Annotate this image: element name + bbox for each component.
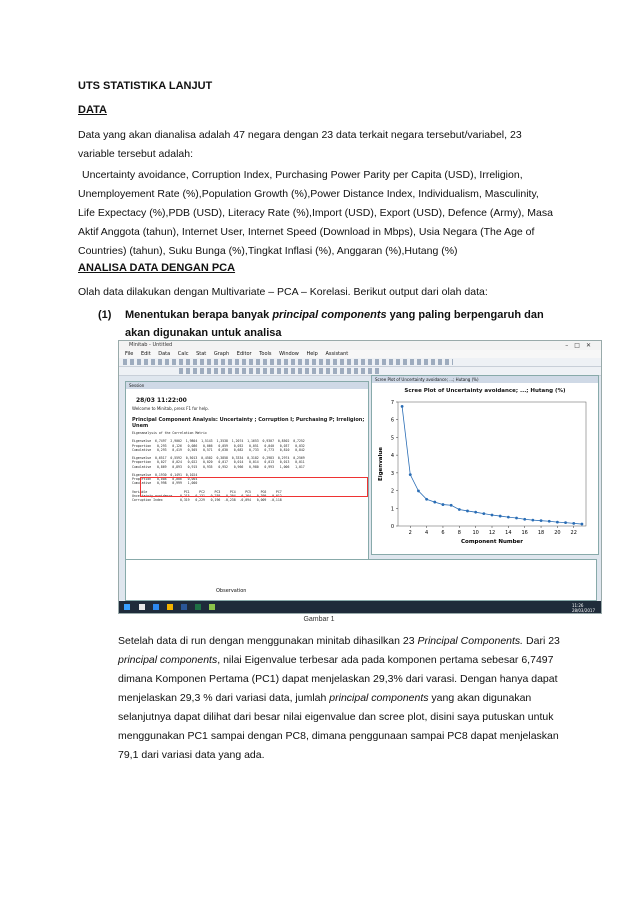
data-point <box>466 510 469 513</box>
x-tick-label: 16 <box>521 530 528 536</box>
clock-time: 11:26 <box>571 603 584 608</box>
worksheet-window <box>125 559 597 601</box>
folder-icon[interactable] <box>167 604 173 610</box>
x-tick-label: 4 <box>425 530 429 536</box>
x-tick-label: 20 <box>554 530 561 536</box>
x-tick-label: 8 <box>457 530 461 536</box>
data-point <box>433 501 436 504</box>
figure-caption: Gambar 1 <box>303 616 335 623</box>
data-paragraph: Data yang akan dianalisa adalah 47 negara dengan 23 data terkait negara tersebut/variabel, 23 variable tersebut adalah: <box>78 129 522 160</box>
minitab-menubar <box>119 350 601 358</box>
x-axis-label: Component Number <box>461 539 523 545</box>
chart-title: Scree Plot of Uncertainty avoidance; ...; Hutang (%) <box>404 388 566 394</box>
result-text-part: Setelah data di run dengan menggunakan minitab dihasilkan 23 <box>118 635 418 647</box>
excel-icon[interactable] <box>195 604 201 610</box>
y-tick-label: 7 <box>390 400 394 406</box>
data-point <box>564 521 567 524</box>
menu-window[interactable]: Window <box>279 351 299 357</box>
data-point <box>515 517 518 520</box>
window-controls[interactable]: –□✕ <box>565 342 597 349</box>
menu-stat[interactable]: Stat <box>196 351 207 357</box>
variables-list <box>78 166 560 261</box>
data-point <box>572 522 575 525</box>
data-point <box>425 498 428 501</box>
data-point <box>507 516 510 519</box>
result-text-italic: Principal Components. <box>417 635 524 647</box>
y-axis-label: Eigenvalue <box>378 446 384 482</box>
x-tick-label: 2 <box>408 530 412 536</box>
data-point <box>482 512 485 515</box>
y-tick-label: 6 <box>390 417 394 424</box>
data-point <box>499 515 502 518</box>
toolbar-icons[interactable] <box>179 368 379 374</box>
y-tick-label: 4 <box>390 453 394 460</box>
data-point <box>491 514 494 517</box>
menu-graph[interactable]: Graph <box>213 351 230 357</box>
data-point <box>409 473 412 476</box>
document-heading: UTS STATISTIKA LANJUT <box>78 80 213 92</box>
y-tick-label: 1 <box>390 506 394 513</box>
taskbar-clock <box>572 603 595 613</box>
result-text-part: , nilai Eigenvalue terbesar ada pada komponen pertama sebesar 6,7497 dimana Komponen Pertama (PC1) dapat menjelaskan 29,3% dari varasi. Dengan hanya dapat menjelaskan 29,3 % dari variasi data, jumlah <box>118 654 558 704</box>
menu-help[interactable]: Help <box>306 351 318 357</box>
menu-editor[interactable]: Editor <box>236 351 252 357</box>
minitab-titlebar <box>119 341 601 350</box>
session-titlebar: Session <box>126 382 368 389</box>
session-window <box>125 381 369 561</box>
data-point <box>450 504 453 507</box>
item-text-part: Menentukan berapa banyak <box>125 309 273 321</box>
x-tick-label: 6 <box>441 530 445 536</box>
variables-line: Countries) (tahun), Suku Bunga (%),Tingkat Inflasi (%), Anggaran (%),Hutang (%) <box>78 245 458 257</box>
graph-titlebar: Scree Plot of Uncertainty avoidance; ...; Hutang (%) <box>372 376 598 383</box>
x-tick-label: 22 <box>570 530 577 536</box>
result-text-part: Dari 23 <box>523 635 560 647</box>
section-pca-heading: ANALISA DATA DENGAN PCA <box>78 262 236 274</box>
data-point <box>474 511 477 514</box>
list-item-text <box>125 306 565 342</box>
x-tick-label: 12 <box>488 530 496 536</box>
item-text-part: yang paling berpengaruh dan akan digunakan untuk analisa <box>125 309 544 339</box>
toolbar-icons[interactable] <box>123 359 453 365</box>
scree-plot-svg <box>372 376 598 554</box>
pca-intro: Olah data dilakukan dengan Multivariate – PCA – Korelasi. Berikut output dari olah data: <box>78 286 488 298</box>
data-point <box>523 518 526 521</box>
x-tick-label: 14 <box>505 530 512 536</box>
variables-line: Aktif Anggota (tahun), Internet User, Internet Speed (Download in Mbps), Usia Negara (The Age of <box>78 226 535 238</box>
plot-area <box>398 402 586 526</box>
menu-assistant[interactable]: Assistant <box>325 351 349 357</box>
result-text-italic: principal components <box>118 654 218 666</box>
menu-file[interactable]: File <box>125 351 134 357</box>
pca-title: Principal Component Analysis: Uncertainty ; Corruption I; Purchasing P; Irreligion; Unem <box>132 417 365 429</box>
worksheet-observation-label: Observation <box>216 588 247 594</box>
minitab-screenshot <box>118 340 602 614</box>
result-text-italic: principal components <box>329 692 429 704</box>
variables-line: Unemployement Rate (%),Population Growth (%),Power Distance Index, Individualism, Masculinity, <box>78 188 539 200</box>
x-tick-label: 10 <box>472 530 479 536</box>
edge-icon[interactable] <box>153 604 159 610</box>
list-item-number: (1) <box>98 309 112 321</box>
data-point <box>540 519 543 522</box>
y-tick-label: 3 <box>390 470 394 477</box>
scree-plot-window <box>371 375 599 555</box>
menu-edit[interactable]: Edit <box>140 351 151 357</box>
result-text-part: yang akan digunakan selanjutnya dapat dilihat dari besar nilai eigenvalue dan scree plot, disini saya putuskan untuk menggunakan PC1 sampai dengan PC8, dimana penggunaan sampai PC8 dapat menjelaskan 79,1 dari variasi data yang ada. <box>118 692 559 761</box>
y-tick-label: 0 <box>390 524 394 530</box>
minitab-icon[interactable] <box>209 604 215 610</box>
start-icon[interactable] <box>124 604 130 610</box>
session-date: 28/03 11:22:00 <box>136 397 187 404</box>
search-icon[interactable] <box>139 604 145 610</box>
x-tick-label: 18 <box>537 530 545 536</box>
menu-data[interactable]: Data <box>158 351 171 357</box>
data-point <box>581 523 584 526</box>
toolbar-row-1[interactable] <box>119 358 601 367</box>
section-data-heading: DATA <box>78 104 107 116</box>
item-text-italic: principal components <box>272 309 387 321</box>
data-point <box>548 520 551 523</box>
menu-calc[interactable]: Calc <box>177 351 189 357</box>
data-point <box>401 405 404 408</box>
variables-line: Life Expectacy (%),PDB (USD), Literacy Rate (%),Import (USD), Export (USD), Defence (Army), Masa <box>78 207 553 219</box>
windows-taskbar <box>119 601 601 613</box>
result-paragraph <box>118 632 568 765</box>
y-tick-label: 5 <box>390 435 394 442</box>
highlight-box <box>140 477 368 497</box>
data-point <box>442 503 445 506</box>
word-icon[interactable] <box>181 604 187 610</box>
window-title: Minitab - Untitled <box>129 342 173 348</box>
data-point <box>556 521 559 524</box>
data-point <box>417 490 420 493</box>
eigen-output: Eigenanalysis of the Correlation Matrix Eigenvalue 6,7497 2,9002 1,9804 1,5143 1,3538 1,2074 1,1653 0,9307 0,8502 0,7252 Proportion 0,293 0,126 0,086 0,066 0,059 0,052 0,051 0,040 0,037 0,032 Cumulative 0,293 0,419 0,505 0,571 0,630 0,682 0,733 0,773 0,810 0,842 Eigenvalue 0,6517 0,5592 0,5013 0,4502 0,3858 0,3334 0,3182 0,2983 0,2974 0,2569 Proportion 0,027 0,024 0,022 0,020 0,017 0,014 0,014 0,013 0,013 0,011 Cumulative 0,869 0,893 0,915 0,935 0,952 0,966 0,980 0,993 1,006 1,017 Eigenvalue 0,1930 0,1491 0,1024 Proportion 0,008 0,006 0,004 Cumulative 0,998 0,999 1,000 Variable PC1 PC2 PC3 PC4 PC5 PC6 PC7 Uncertainty avoidance -0,215 -0,131 -0,259 0,304 -0,164 -0,399 0,012 Corruption Index 0,319 0,229 0,196 -0,238 -0,094 0,009 -0,118 <box>132 431 305 503</box>
welcome-text: Welcome to Minitab, press F1 for help. <box>132 406 209 411</box>
variables-line: Uncertainty avoidance, Corruption Index, Purchasing Power Parity per Capita (USD), Irreligion, <box>82 169 523 181</box>
y-tick-label: 2 <box>390 488 394 495</box>
menu-tools[interactable]: Tools <box>259 351 272 357</box>
clock-date: 28/03/2017 <box>571 608 595 613</box>
data-point <box>531 519 534 522</box>
data-point <box>458 508 461 511</box>
